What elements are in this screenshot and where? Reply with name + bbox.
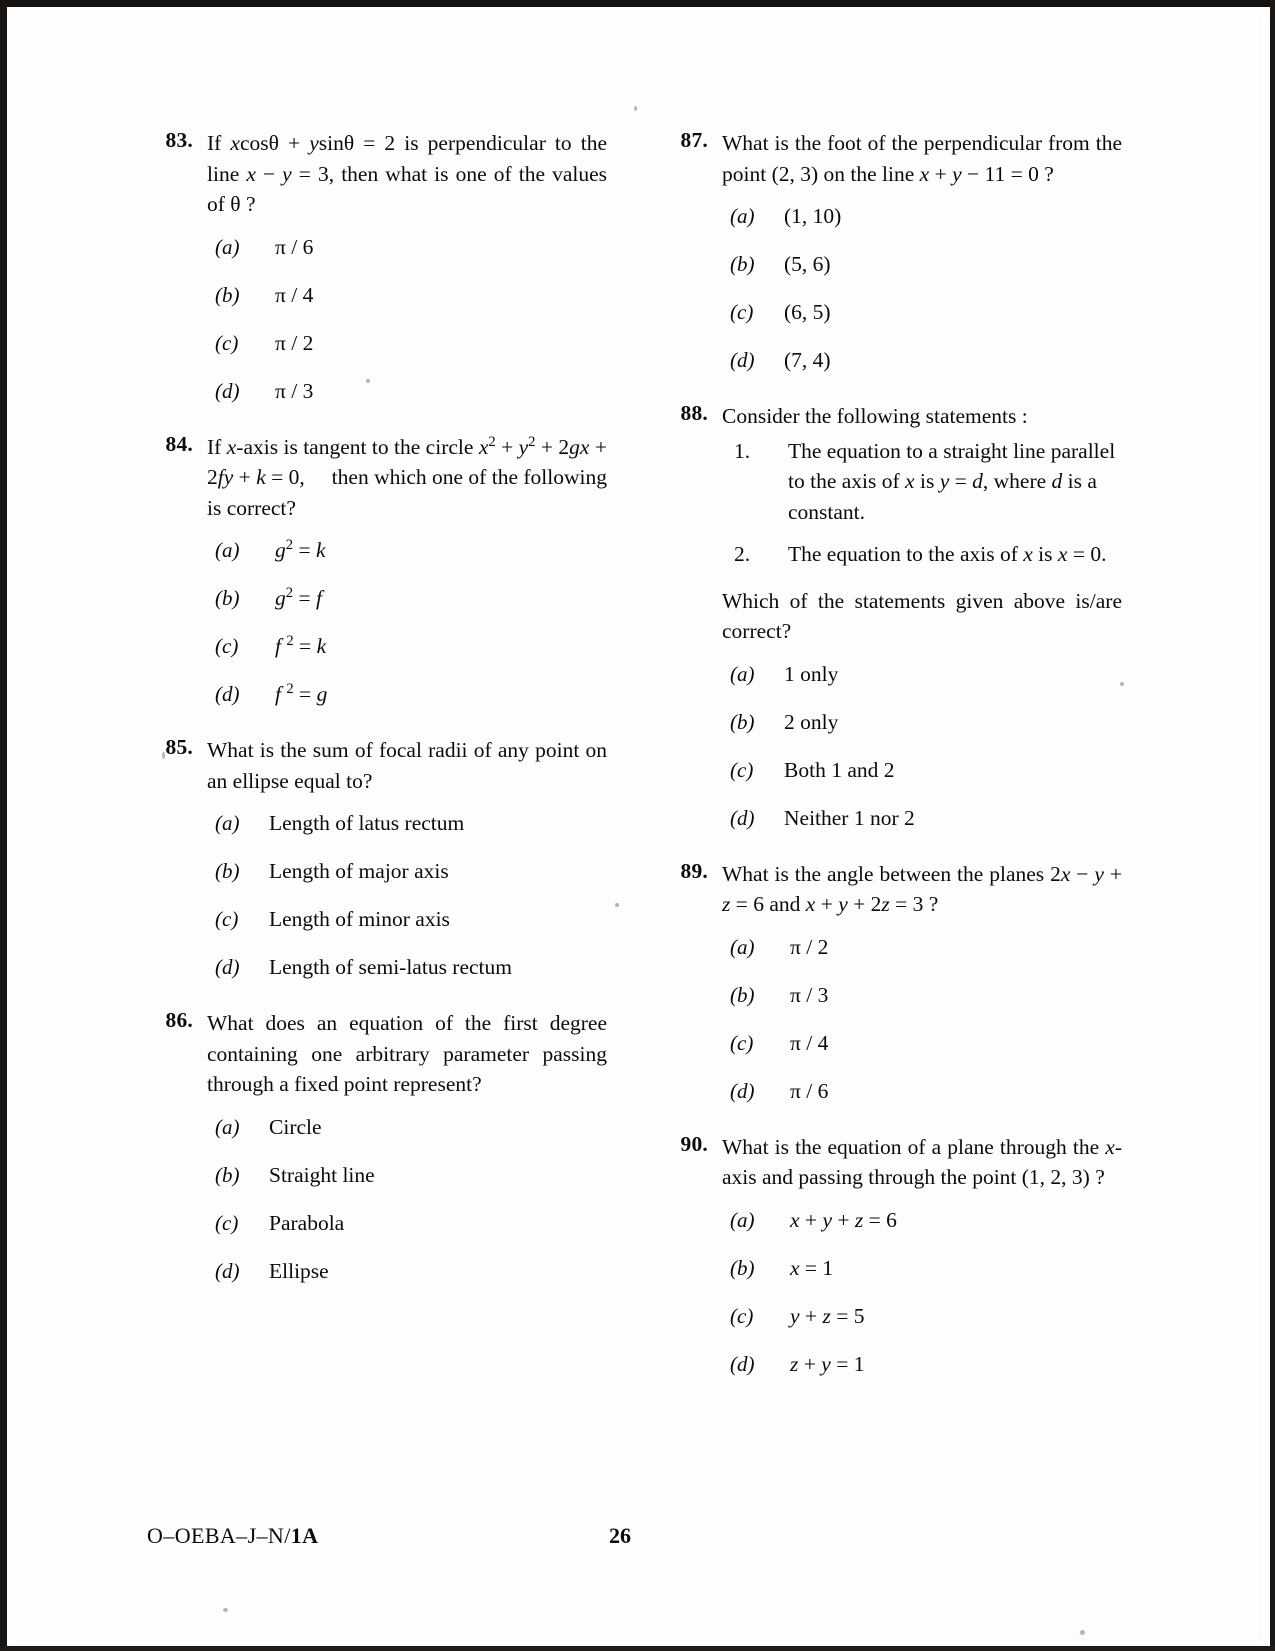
statement-item — [722, 436, 1122, 528]
option-row[interactable] — [722, 755, 1122, 785]
option-row[interactable] — [207, 328, 607, 358]
option-row[interactable] — [722, 659, 1122, 689]
option-label: (d) — [730, 348, 755, 372]
option-text: π / 3 — [790, 982, 829, 1007]
option-row[interactable] — [722, 1028, 1122, 1058]
option-row[interactable] — [207, 808, 607, 838]
option-row[interactable] — [722, 345, 1122, 375]
option-row[interactable] — [207, 631, 607, 661]
question-stem: What is the foot of the perpendicular from the point (2, 3) on the line x + y − 11 = 0 ? — [722, 131, 1122, 186]
option-label: (c) — [730, 1303, 754, 1328]
option-text: x = 1 — [790, 1255, 834, 1280]
question-stem: What is the angle between the planes 2x − y + z = 6 and x + y + 2z = 3 ? — [722, 861, 1122, 916]
option-text: π / 4 — [275, 282, 314, 307]
option-row[interactable] — [722, 803, 1122, 833]
option-row[interactable] — [722, 249, 1122, 279]
scan-edge-bottom — [0, 1646, 1275, 1651]
scan-speck — [615, 903, 619, 907]
question-stem: What is the sum of focal radii of any point on an ellipse equal to? — [207, 738, 607, 793]
option-label: (d) — [730, 1078, 755, 1103]
option-text: Both 1 and 2 — [784, 757, 895, 782]
question-number: 85. — [165, 735, 193, 759]
option-label: (b) — [730, 1255, 755, 1280]
statement-text: The equation to a straight line parallel to the axis of x is y = d, where d is a constant. — [788, 438, 1116, 524]
option-text: z + y = 1 — [790, 1351, 865, 1376]
option-text: π / 3 — [275, 378, 314, 403]
option-text: Straight line — [269, 1162, 375, 1187]
question-body — [722, 401, 1122, 833]
option-row[interactable] — [722, 1349, 1122, 1379]
question-body — [207, 128, 607, 406]
option-row[interactable] — [722, 201, 1122, 231]
question-stem: Consider the following statements : — [722, 404, 1028, 428]
option-list — [207, 232, 607, 406]
option-text: (5, 6) — [784, 252, 831, 276]
option-label: (b) — [730, 252, 755, 276]
option-list — [207, 1112, 607, 1286]
option-text: Length of latus rectum — [269, 811, 465, 835]
option-text: $g^2 = f$ — [275, 584, 322, 610]
option-list — [207, 535, 607, 709]
option-row[interactable] — [207, 583, 607, 613]
option-text: 1 only — [784, 661, 839, 686]
option-text: $g^2 = k$ — [275, 536, 326, 562]
option-list — [722, 1205, 1122, 1379]
option-text: x + y + z = 6 — [790, 1207, 897, 1232]
option-label: (c) — [215, 1210, 239, 1235]
option-text: f $^2$ = g — [275, 680, 328, 706]
option-row[interactable] — [207, 679, 607, 709]
question-body — [722, 859, 1122, 1106]
option-row[interactable] — [207, 856, 607, 886]
question-number: 83. — [165, 128, 193, 152]
option-label: (c) — [730, 757, 754, 782]
statement-followup-question: Which of the statements given above is/are correct? — [722, 588, 1122, 643]
option-list — [207, 808, 607, 982]
option-row[interactable] — [207, 232, 607, 262]
option-row[interactable] — [722, 980, 1122, 1010]
option-label: (d) — [215, 682, 240, 706]
option-row[interactable] — [722, 1301, 1122, 1331]
question-block — [147, 128, 607, 406]
paper-code-suffix: 1A — [290, 1523, 319, 1548]
option-list — [722, 932, 1122, 1106]
option-label: (a) — [215, 1114, 240, 1139]
question-body — [722, 1132, 1122, 1379]
option-row[interactable] — [207, 952, 607, 982]
question-body — [722, 128, 1122, 375]
option-row[interactable] — [722, 297, 1122, 327]
option-label: (b) — [730, 709, 755, 734]
option-row[interactable] — [722, 707, 1122, 737]
option-text: f $^2$ = k — [275, 632, 327, 658]
option-row[interactable] — [207, 1112, 607, 1142]
option-row[interactable] — [722, 932, 1122, 962]
question-number: 84. — [165, 431, 193, 456]
option-text: π / 6 — [790, 1078, 829, 1103]
question-stem: If xcosθ + ysinθ = 2 is perpendicular to the line x − y = 3, then what is one of the values of θ ? — [207, 131, 607, 216]
question-block — [147, 735, 607, 982]
question-body — [207, 432, 607, 710]
option-label: (b) — [730, 982, 755, 1007]
question-body — [207, 1008, 607, 1286]
option-label: (b) — [215, 282, 240, 307]
scan-edge-left — [0, 0, 7, 1651]
scan-edge-right — [1270, 0, 1275, 1651]
option-label: (a) — [730, 204, 755, 228]
scan-speck — [1080, 1630, 1085, 1635]
option-label: (a) — [215, 811, 240, 835]
page-footer — [147, 1523, 1137, 1557]
option-text: Length of major axis — [269, 859, 449, 883]
option-label: (c) — [730, 300, 754, 324]
statement-number: 1. — [734, 438, 751, 463]
option-label: (c) — [215, 634, 239, 658]
option-label: (a) — [730, 661, 755, 686]
option-label: (a) — [730, 1207, 755, 1232]
question-block — [147, 1008, 607, 1286]
option-text: π / 2 — [275, 330, 314, 355]
option-label: (d) — [215, 378, 240, 403]
option-text: π / 6 — [275, 234, 314, 259]
option-row[interactable] — [207, 535, 607, 565]
paper-code-prefix: O–OEBA–J–N/ — [147, 1523, 291, 1548]
question-body — [207, 735, 607, 982]
question-number: 87. — [680, 128, 708, 152]
paper-code — [147, 1523, 318, 1549]
question-stem: What does an equation of the first degree containing one arbitrary parameter passing through a fixed point represent? — [207, 1011, 607, 1096]
statement-list — [722, 436, 1122, 570]
option-text: π / 4 — [790, 1030, 829, 1055]
option-label: (a) — [730, 934, 755, 959]
scan-speck — [223, 1608, 228, 1612]
question-stem: If x-axis is tangent to the circle $x^2 + y^2 + 2gx + 2fy + k = 0$, then which one of the following is correct? — [207, 433, 607, 520]
option-row[interactable] — [722, 1076, 1122, 1106]
option-label: (d) — [730, 805, 755, 830]
option-text: Neither 1 nor 2 — [784, 805, 915, 830]
right-column — [662, 128, 1122, 1405]
option-text: Length of minor axis — [269, 907, 450, 931]
question-block — [662, 128, 1122, 375]
question-number: 86. — [165, 1008, 193, 1032]
option-row[interactable] — [207, 1256, 607, 1286]
option-label: (b) — [215, 586, 240, 610]
option-label: (a) — [215, 234, 240, 259]
option-text: Ellipse — [269, 1258, 329, 1283]
option-label: (d) — [730, 1351, 755, 1376]
paper-sheet — [14, 10, 1262, 1643]
question-block — [662, 1132, 1122, 1379]
page-number: 26 — [609, 1523, 631, 1548]
option-label: (c) — [215, 907, 239, 931]
option-row[interactable] — [207, 1208, 607, 1238]
option-row[interactable] — [722, 1205, 1122, 1235]
question-number: 89. — [680, 858, 708, 883]
option-list — [722, 201, 1122, 375]
option-row[interactable] — [722, 1253, 1122, 1283]
option-text: 2 only — [784, 709, 839, 734]
question-block — [662, 401, 1122, 833]
option-label: (d) — [215, 1258, 240, 1283]
option-text: Length of semi-latus rectum — [269, 955, 512, 979]
statement-item — [722, 539, 1122, 570]
option-label: (c) — [730, 1030, 754, 1055]
option-row[interactable] — [207, 376, 607, 406]
question-block — [662, 859, 1122, 1106]
option-list — [722, 659, 1122, 833]
option-label: (b) — [215, 859, 240, 883]
option-label: (d) — [215, 955, 240, 979]
question-block — [147, 432, 607, 710]
option-label: (c) — [215, 330, 239, 355]
question-number: 88. — [680, 401, 708, 425]
option-text: π / 2 — [790, 934, 829, 959]
option-text: (6, 5) — [784, 300, 831, 324]
left-column — [147, 128, 607, 1312]
scan-edge-top — [0, 0, 1275, 7]
option-text: Parabola — [269, 1210, 345, 1235]
scan-speck — [634, 106, 637, 111]
option-row[interactable] — [207, 904, 607, 934]
question-stem: What is the equation of a plane through the x-axis and passing through the point (1, 2, 3) ? — [722, 1134, 1122, 1189]
statement-number: 2. — [734, 542, 751, 566]
statement-text: The equation to the axis of x is x = 0. — [788, 542, 1107, 566]
option-label: (b) — [215, 1162, 240, 1187]
option-text: y + z = 5 — [790, 1303, 865, 1328]
option-text: (7, 4) — [784, 348, 831, 372]
option-label: (a) — [215, 538, 240, 562]
option-text: Circle — [269, 1114, 322, 1139]
question-number: 90. — [680, 1131, 708, 1156]
option-text: (1, 10) — [784, 204, 842, 228]
option-row[interactable] — [207, 280, 607, 310]
option-row[interactable] — [207, 1160, 607, 1190]
